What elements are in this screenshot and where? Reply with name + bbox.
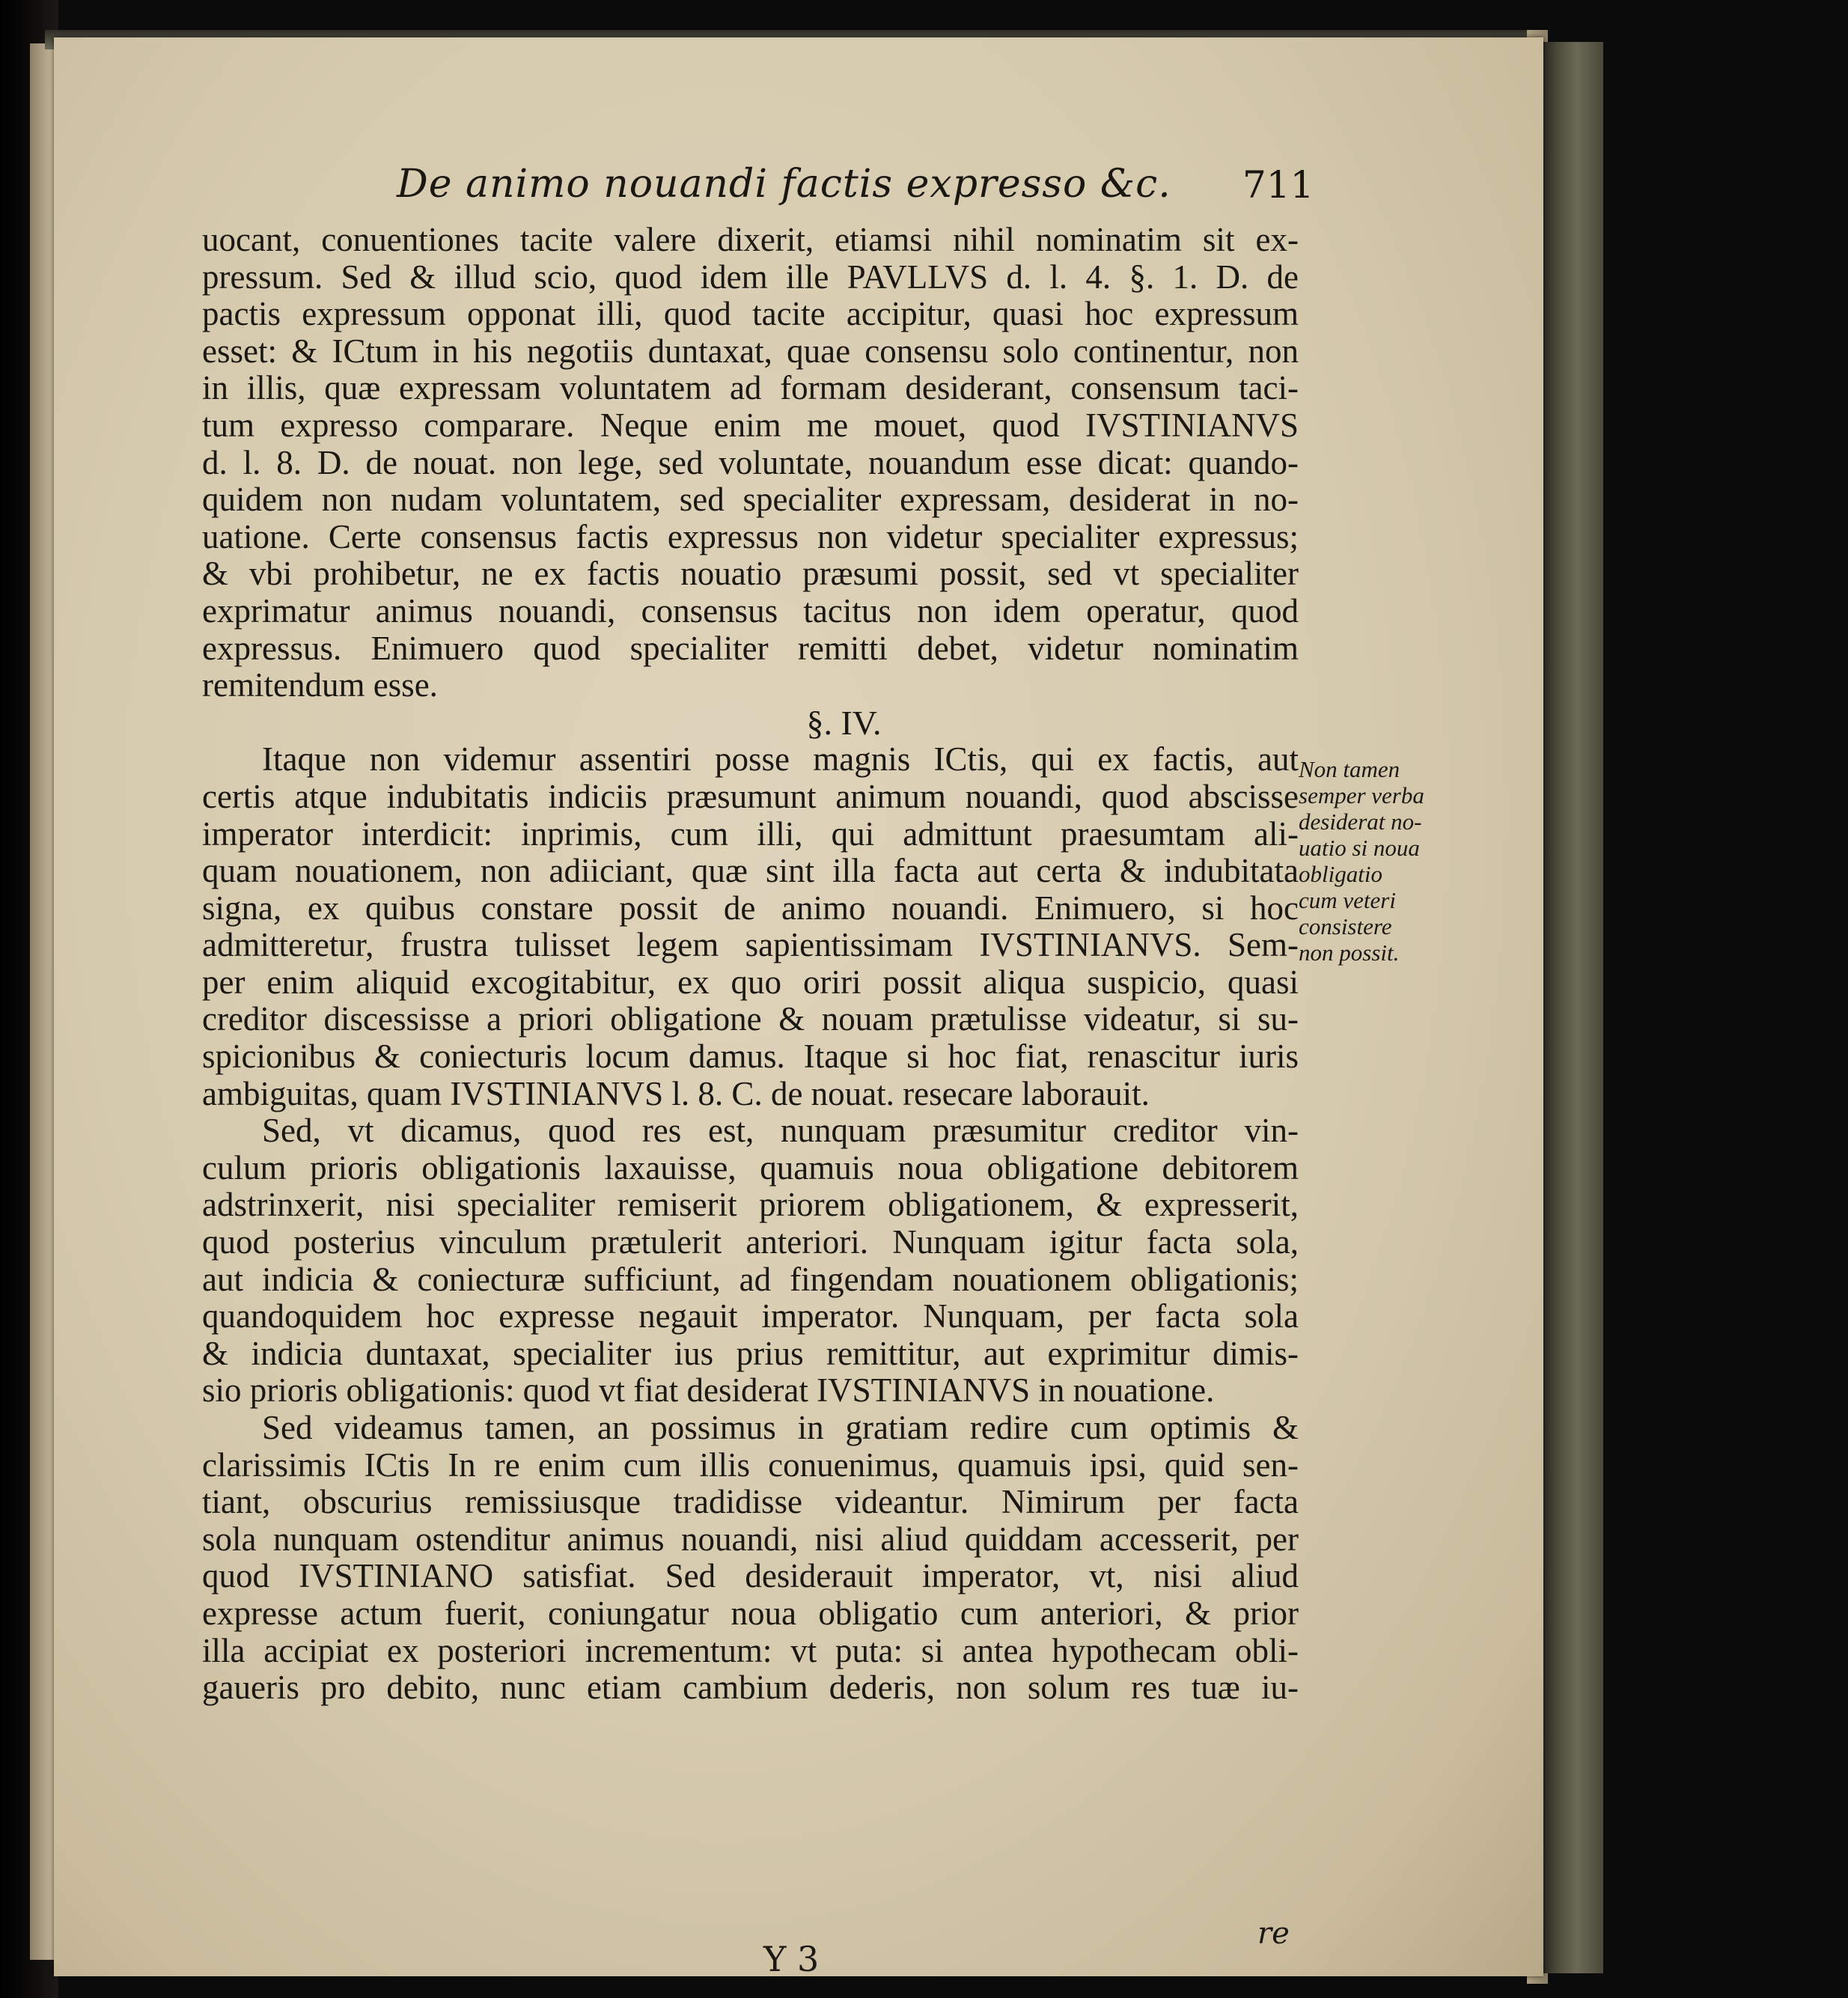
- text-line: ambiguitas, quam IVSTINIANVS l. 8. C. de nouat. resecare laborauit.: [202, 1074, 1150, 1112]
- text-line: uatione. Certe consensus factis expressus non videtur specialiter expressus;: [202, 517, 1299, 555]
- text-line: spicionibus & coniecturis locum damus. Itaque si hoc fiat, renascitur iuris: [202, 1038, 1299, 1076]
- text-line: & indicia duntaxat, specialiter ius prius remittitur, aut exprimitur dimis-: [202, 1334, 1299, 1372]
- text-line: imperator interdicit: inprimis, cum illi, qui admittunt praesumtam ali-: [202, 814, 1299, 853]
- cover-board-edge: [1543, 42, 1603, 1973]
- text-line: illa accipiat ex posteriori incrementum: vt puta: si antea hypothecam obli-: [202, 1631, 1299, 1669]
- text-line: quod IVSTINIANO satisfiat. Sed desiderauit imperator, vt, nisi aliud: [202, 1557, 1299, 1595]
- margin-note-line: desiderat no-: [1299, 808, 1422, 835]
- text-line: per enim aliquid excogitabitur, ex quo oriri possit aliqua suspicio, quasi: [202, 963, 1299, 1001]
- main-text-block: [202, 222, 1299, 1707]
- margin-note-line: non possit.: [1299, 939, 1400, 966]
- text-line: quod posterius vinculum prætulerit anteriori. Nunquam igitur facta sola,: [202, 1223, 1299, 1261]
- text-line: d. l. 8. D. de nouat. non lege, sed voluntate, nouandum esse dicat: quando-: [202, 443, 1299, 481]
- text-line: signa, ex quibus constare possit de animo nouandi. Enimuero, si hoc: [202, 889, 1299, 927]
- margin-note-line: obligatio: [1299, 861, 1382, 887]
- margin-note-line: semper verba: [1299, 782, 1424, 808]
- text-line: & vbi prohibetur, ne ex factis nouatio præsumi possit, sed vt specialiter: [202, 555, 1299, 593]
- text-line: adstrinxerit, nisi specialiter remiserit priorem obligationem, & expresserit,: [202, 1186, 1299, 1224]
- margin-note-line: consistere: [1299, 913, 1392, 939]
- margin-note-line: Non tamen: [1299, 756, 1400, 782]
- text-line: sio prioris obligationis: quod vt fiat desiderat IVSTINIANVS in nouatione.: [202, 1371, 1215, 1410]
- text-line: creditor discessisse a priori obligatione & nouam prætulisse videatur, si su-: [202, 1000, 1299, 1038]
- text-line: uocant, conuentiones tacite valere dixerit, etiamsi nihil nominatim sit ex-: [202, 221, 1299, 258]
- text-line: in illis, quæ expressam voluntatem ad formam desiderant, consensum taci-: [202, 369, 1299, 407]
- running-head: De animo nouandi factis expresso &c.: [397, 162, 1171, 207]
- page-number: 711: [1242, 163, 1314, 207]
- text-line: quidem non nudam voluntatem, sed specialiter expressam, desiderat in no-: [202, 481, 1299, 519]
- text-line: admitteretur, frustra tulisset legem sapientissimam IVSTINIANVS. Sem-: [202, 926, 1299, 964]
- text-line: certis atque indubitatis indiciis præsumunt animum nouandi, quod abscisse: [202, 777, 1299, 815]
- text-line: expresse actum fuerit, coniungatur noua obligatio cum anteriori, & prior: [202, 1594, 1299, 1632]
- text-line: expressus. Enimuero quod specialiter remitti debet, videtur nominatim: [202, 629, 1299, 667]
- signature-mark: Y 3: [763, 1939, 820, 1979]
- marginal-note: [1299, 756, 1471, 966]
- text-line: Sed videamus tamen, an possimus in gratiam redire cum optimis &: [262, 1409, 1299, 1446]
- text-line: quandoquidem hoc expresse negauit imperator. Nunquam, per facta sola: [202, 1297, 1299, 1335]
- section-heading: §. IV.: [806, 703, 882, 742]
- text-line: aut indicia & coniecturæ sufficiunt, ad fingendam nouationem obligationis;: [202, 1260, 1299, 1298]
- text-line: tum expresso comparare. Neque enim me mouet, quod IVSTINIANVS: [202, 406, 1299, 444]
- text-line: culum prioris obligationis laxauisse, quamuis noua obligatione debitorem: [202, 1148, 1299, 1187]
- catchword: re: [1257, 1916, 1290, 1951]
- text-line: tiant, obscurius remissiusque tradidisse videantur. Nimirum per facta: [202, 1483, 1299, 1521]
- margin-note-line: uatio si noua: [1299, 835, 1420, 861]
- text-line: pactis expressum opponat illi, quod tacite accipitur, quasi hoc expressum: [202, 295, 1299, 333]
- text-line: Itaque non videmur assentiri posse magnis ICtis, qui ex factis, aut: [262, 740, 1299, 779]
- text-line: remitendum esse.: [202, 666, 438, 704]
- text-line: gaueris pro debito, nunc etiam cambium dederis, non solum res tuæ iu-: [202, 1669, 1299, 1707]
- text-line: sola nunquam ostenditur animus nouandi, nisi aliud quiddam accesserit, per: [202, 1520, 1299, 1558]
- margin-note-line: cum veteri: [1299, 887, 1396, 913]
- text-line: clarissimis ICtis In re enim cum illis conuenimus, quamuis ipsi, quid sen-: [202, 1446, 1299, 1484]
- text-line: esset: & ICtum in his negotiis duntaxat, quae consensu solo continentur, non: [202, 332, 1299, 370]
- text-line: pressum. Sed & illud scio, quod idem ille PAVLLVS d. l. 4. §. 1. D. de: [202, 258, 1299, 296]
- text-line: exprimatur animus nouandi, consensus tacitus non idem operatur, quod: [202, 591, 1299, 630]
- text-line: Sed, vt dicamus, quod res est, nunquam præsumitur creditor vin-: [262, 1112, 1299, 1150]
- text-line: quam nouationem, non adiiciant, quæ sint illa facta aut certa & indubitata: [202, 852, 1299, 890]
